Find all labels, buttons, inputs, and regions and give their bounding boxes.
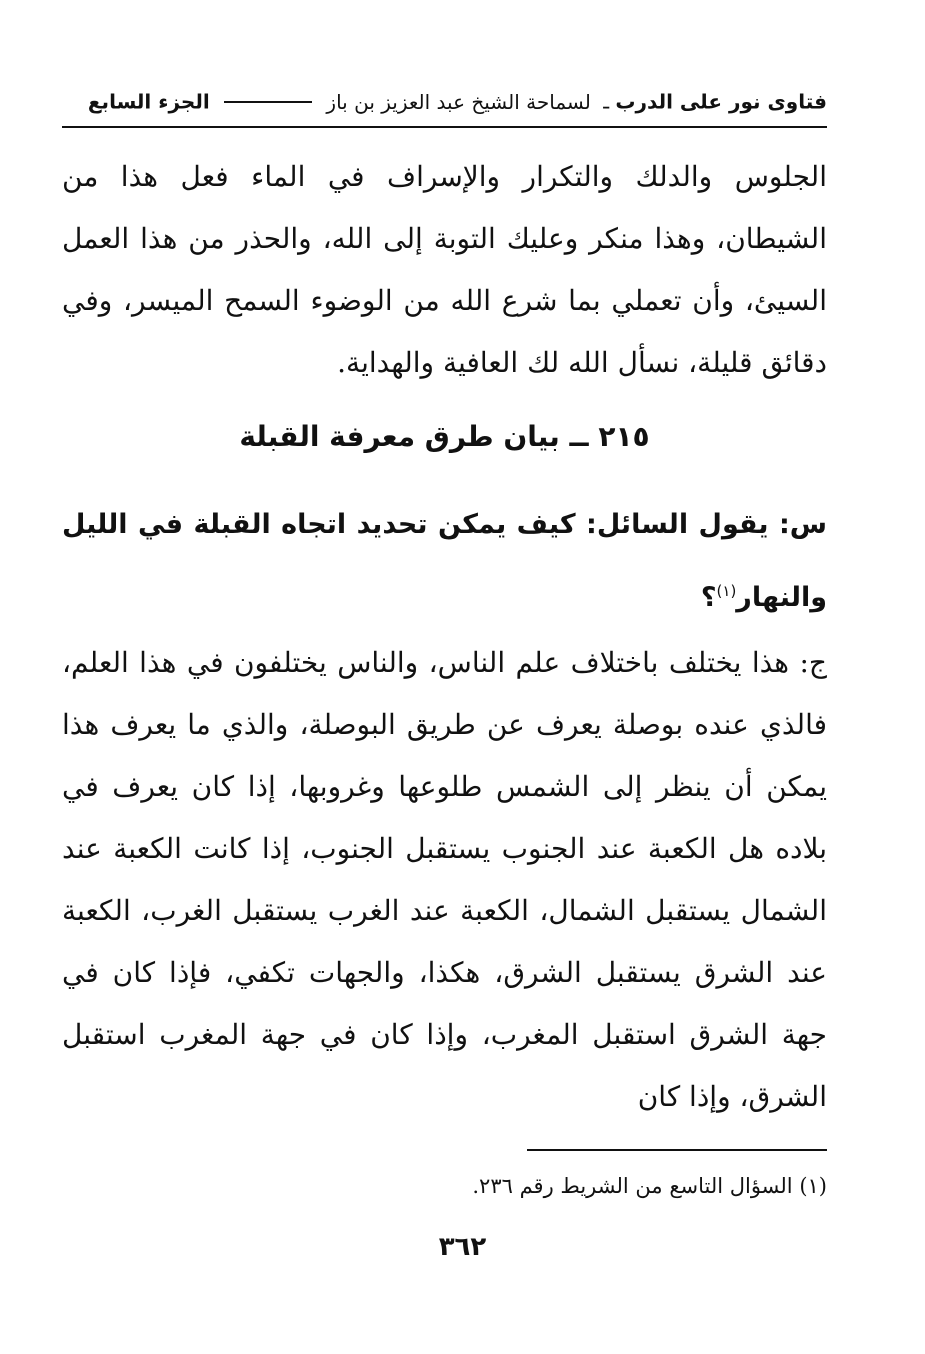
header-separator: ـ (603, 89, 610, 114)
question-paragraph (62, 492, 827, 631)
author-name: لسماحة الشيخ عبد العزيز بن باز (326, 89, 591, 114)
footnote-marker: (١) (716, 582, 737, 600)
header-dash-rule (224, 101, 312, 103)
footnote-separator (527, 1149, 827, 1151)
running-header (62, 84, 827, 124)
book-title: فتاوى نور على الدرب (615, 89, 827, 114)
section-heading: ٢١٥ ــ بيان طرق معرفة القبلة (239, 420, 650, 453)
continuation-paragraph: الجلوس والدلك والتكرار والإسراف في الماء فعل هذا من الشيطان، وهذا منكر وعليك التوبة إلى الله، والحذر من هذا العمل السيئ، وأن تعملي بما شرع الله من الوضوء السمح الميسر، وفي دقائق قليلة، نسأل الله لك العافية والهداية. (62, 160, 827, 379)
question-text: س: يقول السائل: كيف يمكن تحديد اتجاه القبلة في الليل والنهار (62, 509, 827, 613)
footnote-text: (١) السؤال التاسع من الشريط رقم ٢٣٦. (472, 1174, 827, 1198)
header-underline (62, 126, 827, 128)
volume-part: الجزء السابع (87, 89, 210, 114)
answer-paragraph: ج: هذا يختلف باختلاف علم الناس، والناس يختلفون في هذا العلم، فالذي عنده بوصلة يعرف عن طريق البوصلة، والذي ما يعرف هذا يمكن أن ينظر إلى الشمس طلوعها وغروبها، إذا كان يعرف في بلاده هل الكعبة عند الجنوب يستقبل الجنوب، إذا كانت الكعبة عند الشمال يستقبل الشمال، الكعبة عند الغرب يستقبل الغرب، الكعبة عند الشرق يستقبل الشرق، هكذا، والجهات تكفي، فإذا كان في جهة الشرق استقبل المغرب، وإذا كان في جهة المغرب استقبل الشرق، وإذا كان (62, 646, 827, 1113)
page-number: ٣٦٢ (438, 1232, 487, 1262)
question-mark: ؟ (700, 582, 717, 613)
